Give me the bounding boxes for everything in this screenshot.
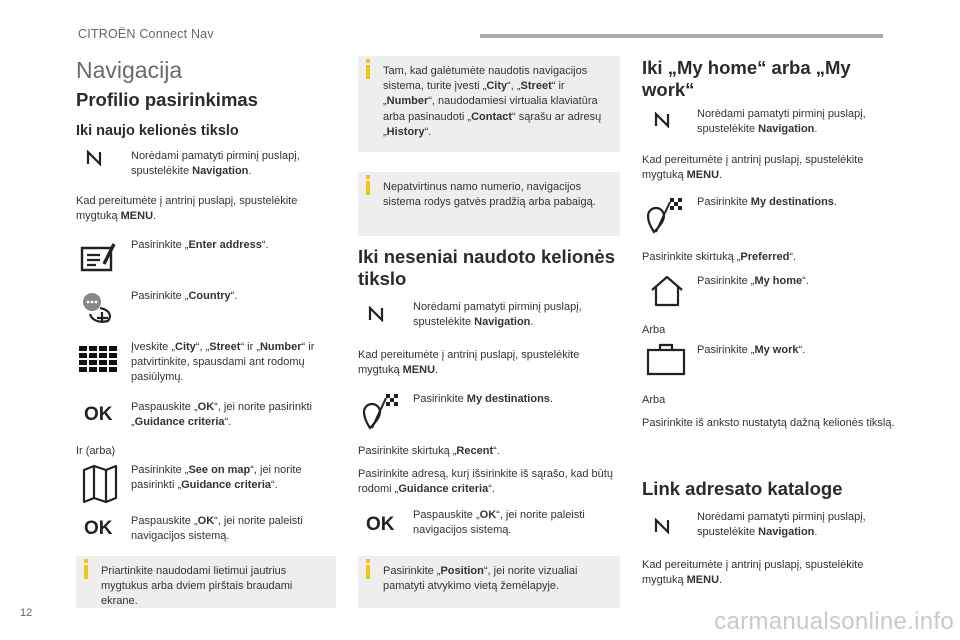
ok-icon: OK [366, 514, 395, 535]
info-icon [366, 565, 370, 579]
col3-step1: Norėdami pamatyti pirminį puslapį, spustelėkite Navigation. [697, 108, 866, 136]
navigation-n-icon [368, 306, 384, 322]
keyboard-icon [79, 346, 119, 372]
col3-text4: Kad pereitumėte į antrinį puslapį, spustelėkite mygtuką MENU. [642, 559, 864, 587]
header-divider [480, 34, 883, 38]
col2-text2: Pasirinkite skirtuką „Recent“. [358, 445, 500, 457]
my-destinations-icon [362, 392, 402, 432]
col3-text2: Pasirinkite skirtuką „Preferred“. [642, 251, 797, 263]
work-briefcase-icon [646, 342, 686, 376]
col3-or-2: Arba [642, 394, 666, 406]
my-destinations-icon [646, 196, 686, 236]
col3-step5: Norėdami pamatyti pirminį puslapį, spustelėkite Navigation. [697, 511, 866, 539]
col1-step6: Pasirinkite „See on map“, jei norite pasirinkti „Guidance criteria“. [131, 464, 302, 492]
ok-icon: OK [84, 404, 113, 425]
col2-text3: Pasirinkite adresą, kurį išsirinkite iš sąrašo, kad būtų rodomi „Guidance criteria“. [358, 468, 613, 496]
col2-heading: Iki neseniai naudoto kelionės tikslo [358, 246, 616, 290]
col1-subheading: Iki naujo kelionės tikslo [76, 123, 239, 139]
map-icon [82, 464, 118, 504]
country-icon [80, 290, 116, 326]
col1-text1: Kad pereitumėte į antrinį puslapį, spustelėkite mygtuką MENU. [76, 195, 298, 223]
col2-info-note-2: Nepatvirtinus namo numerio, navigacijos sistema rodys gatvės pradžią arba pabaigą. [358, 172, 620, 236]
col2-step1: Norėdami pamatyti pirminį puslapį, spustelėkite Navigation. [413, 301, 582, 329]
col1-step7: Paspauskite „OK“, jei norite paleisti navigacijos sistemą. [131, 515, 303, 543]
navigation-n-icon [86, 150, 102, 166]
col3-step2: Pasirinkite My destinations. [697, 196, 837, 208]
watermark: carmanualsonline.info [714, 607, 954, 635]
col3-step4: Pasirinkite „My work“. [697, 344, 806, 356]
home-icon [648, 274, 686, 308]
info-icon [366, 65, 370, 79]
info-icon [84, 565, 88, 579]
col1-heading: Profilio pasirinkimas [76, 89, 258, 110]
page-title: Navigacija [76, 57, 183, 83]
col2-info-note-1: Tam, kad galėtumėte naudotis navigacijos sistema, turite įvesti „City“, „Street“ ir „Number“, naudodamiesi virtualia klaviatūra arba pasinaudoti „Contact“ sąrašu ar adresų „History“. [358, 56, 620, 152]
navigation-n-icon [654, 112, 670, 128]
col2-step3: Paspauskite „OK“, jei norite paleisti navigacijos sistemą. [413, 509, 585, 537]
ok-icon: OK [84, 518, 113, 539]
page-number: 12 [20, 607, 33, 619]
col2-info-note-3: Pasirinkite „Position“, jei norite vizualiai pamatyti atvykimo vietą žemėlapyje. [358, 556, 620, 608]
col2-text1: Kad pereitumėte į antrinį puslapį, spustelėkite mygtuką MENU. [358, 349, 580, 377]
col3-heading: Iki „My home“ arba „My work“ [642, 57, 851, 101]
col1-step3: Pasirinkite „Country“. [131, 290, 238, 302]
col3-or-1: Arba [642, 324, 666, 336]
enter-address-icon [80, 240, 116, 274]
info-icon [366, 181, 370, 195]
col3-text3: Pasirinkite iš anksto nustatytą dažną kelionės tikslą. [642, 417, 895, 429]
header-title: CITROËN Connect Nav [78, 27, 214, 41]
col2-step2: Pasirinkite My destinations. [413, 393, 553, 405]
col1-step2: Pasirinkite „Enter address“. [131, 239, 269, 251]
col1-step4: Įveskite „City“, „Street“ ir „Number“ ir patvirtinkite, spausdami ant rodomų pasiūlymų. [131, 341, 315, 384]
col3-text1: Kad pereitumėte į antrinį puslapį, spustelėkite mygtuką MENU. [642, 154, 864, 182]
col1-step1: Norėdami pamatyti pirminį puslapį, spustelėkite Navigation. [131, 150, 300, 178]
col1-info-note: Priartinkite naudodami lietimui jautrius mygtukus arba dviem pirštais braudami ekrane. [76, 556, 336, 608]
navigation-n-icon [654, 518, 670, 534]
col1-or-text: Ir (arba) [76, 445, 116, 457]
col3-step3: Pasirinkite „My home“. [697, 275, 809, 287]
col1-step5: Paspauskite „OK“, jei norite pasirinkti „Guidance criteria“. [131, 401, 312, 429]
col3-heading-2: Link adresato kataloge [642, 478, 843, 499]
